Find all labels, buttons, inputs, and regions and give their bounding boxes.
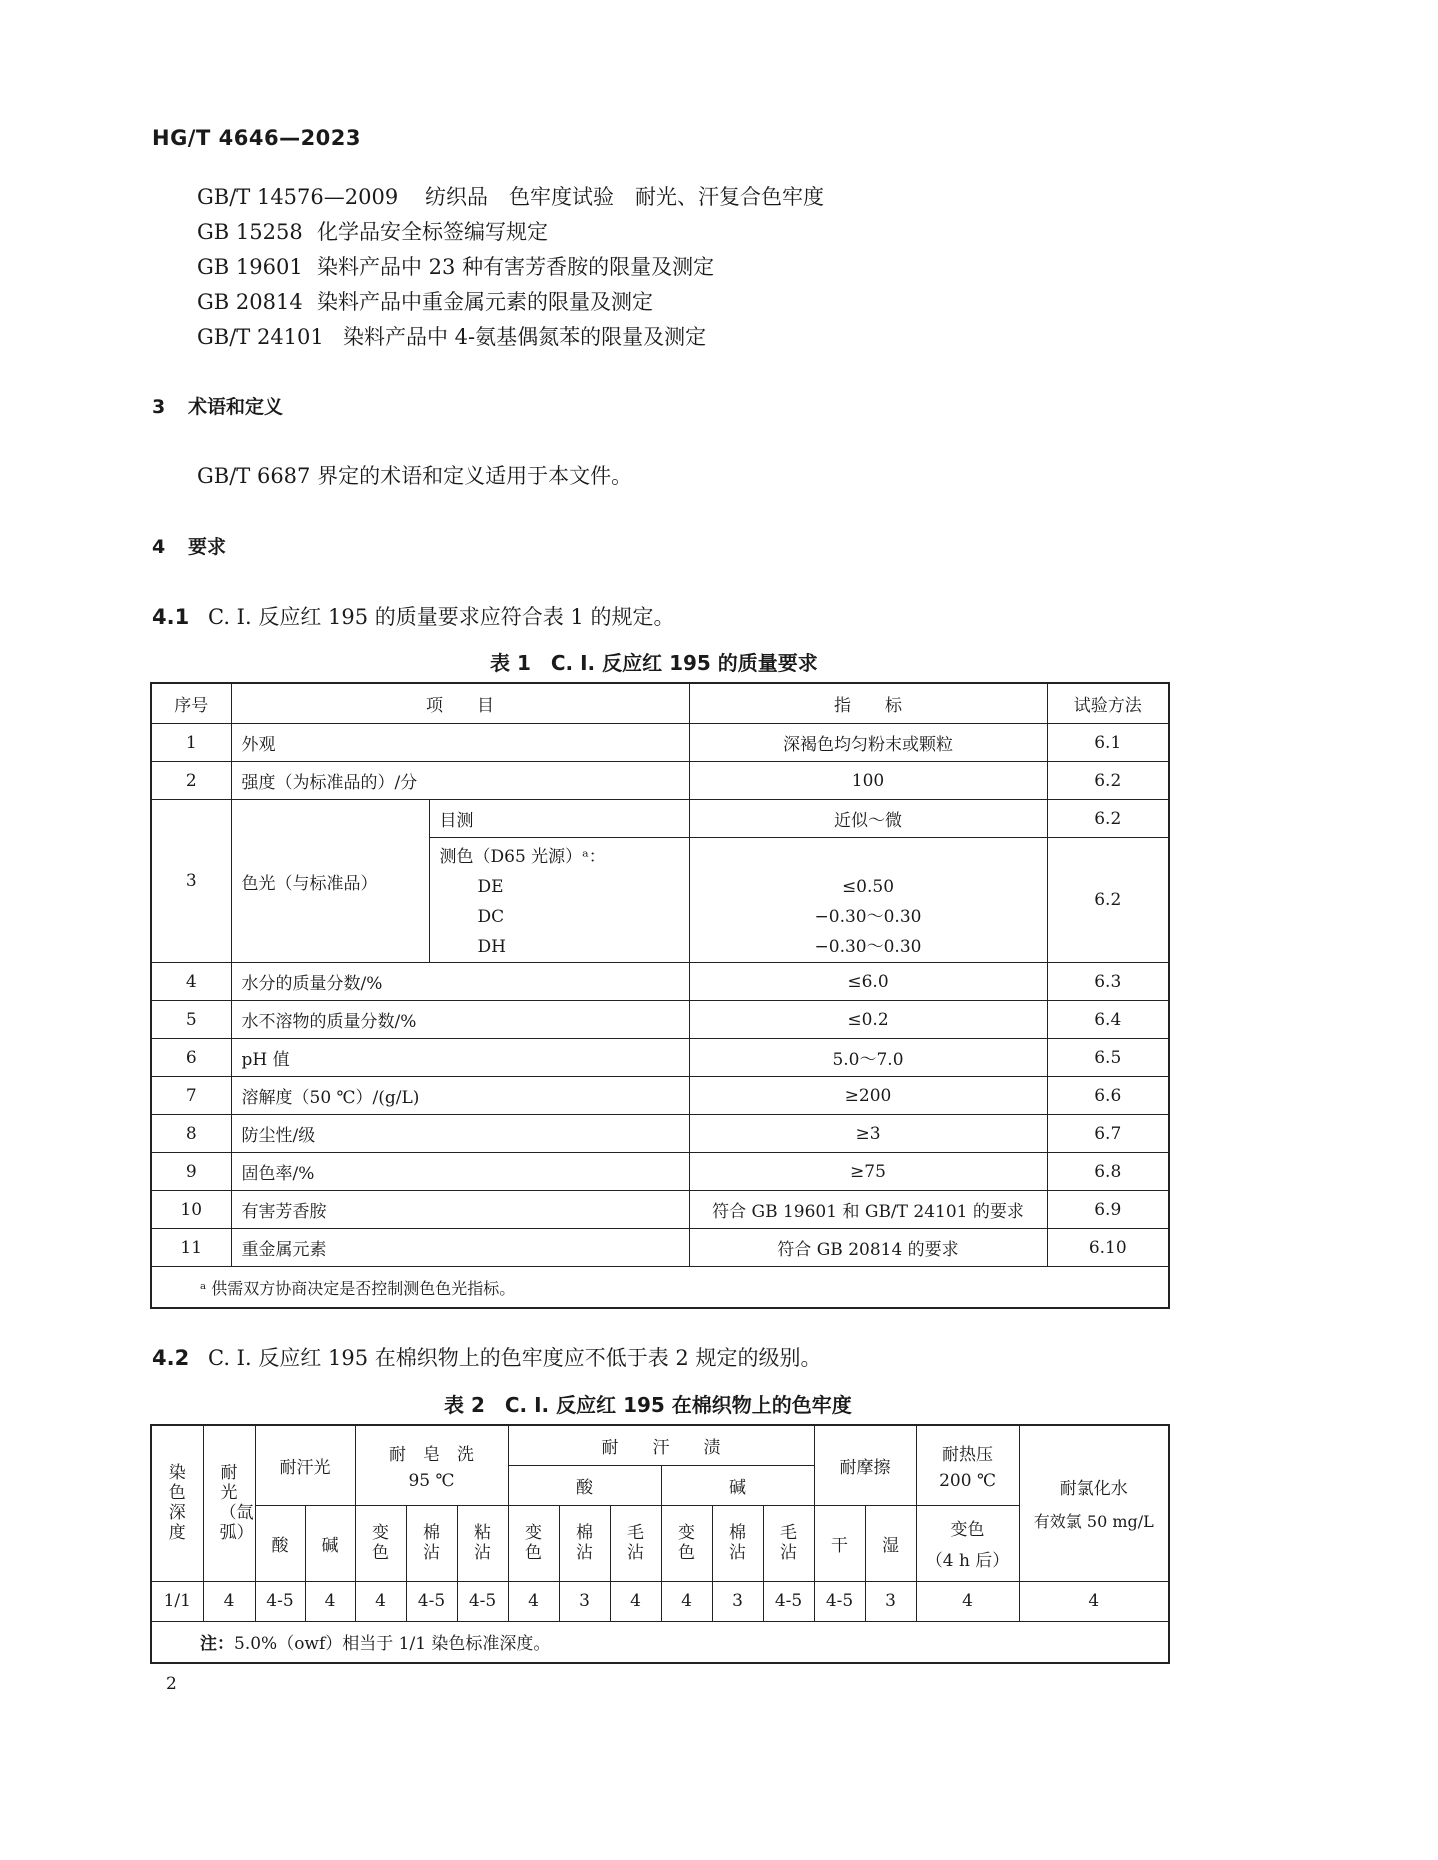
- header-stain-cotton: 棉沾: [559, 1505, 610, 1581]
- cell-soap-cotton: 4-5: [406, 1581, 457, 1621]
- row-no: 10: [151, 1191, 231, 1229]
- row-item: 外观: [231, 724, 689, 762]
- header-light-sweat: 耐汗光: [255, 1425, 355, 1505]
- table-header-row: [151, 683, 1169, 724]
- row-method: 6.9: [1047, 1191, 1169, 1229]
- reference-item: [197, 216, 548, 246]
- row-item: 水不溶物的质量分数/%: [231, 1001, 689, 1039]
- table-footnote-row: [151, 1267, 1169, 1309]
- table-row: [151, 762, 1169, 800]
- dc-label: DC: [477, 907, 505, 927]
- cell-alk-wool: 4-5: [763, 1581, 814, 1621]
- header-ls-acid: 酸: [255, 1505, 305, 1581]
- row-value: 符合 GB 19601 和 GB/T 24101 的要求: [689, 1191, 1047, 1229]
- cell-alk-change: 4: [661, 1581, 712, 1621]
- header-depth: 染色深度: [151, 1425, 203, 1581]
- table-row: [151, 1077, 1169, 1115]
- dc-value: −0.30～0.30: [814, 907, 922, 927]
- section-4-heading: [152, 532, 226, 559]
- cell-ls-acid: 4-5: [255, 1581, 305, 1621]
- row-no: 11: [151, 1229, 231, 1267]
- header-index: 指 标: [689, 683, 1047, 724]
- hot-press-label: 耐热压: [942, 1444, 994, 1465]
- instrument-label: 测色（D65 光源）ᵃ：: [439, 847, 606, 867]
- table-row: [151, 724, 1169, 762]
- de-value: ≤0.50: [841, 877, 895, 897]
- reference-title: 染料产品中 23 种有害芳香胺的限量及测定: [317, 255, 715, 279]
- row-method: 6.2: [1047, 762, 1169, 800]
- hp-time: （4 h 后）: [925, 1551, 1010, 1571]
- table-1-footnote: ᵃ 供需双方协商决定是否控制测色色光指标。: [151, 1267, 1169, 1309]
- chlorine-sub: 有效氯 50 mg/L: [1033, 1512, 1154, 1532]
- reference-item: [197, 251, 714, 281]
- soap-temp: 95 ℃: [408, 1470, 455, 1491]
- row-method: 6.2: [1047, 800, 1169, 838]
- header-hp-change: [916, 1505, 1019, 1581]
- visual-label: 目测: [429, 800, 689, 838]
- row-no: 5: [151, 1001, 231, 1039]
- row-value: 100: [689, 762, 1047, 800]
- chlorine-label: 耐氯化水: [1059, 1479, 1128, 1500]
- reference-title: 纺织品 色牢度试验 耐光、汗复合色牢度: [425, 185, 824, 209]
- cell-depth: 1/1: [151, 1581, 203, 1621]
- table-1-caption: 表 1 C. I. 反应红 195 的质量要求: [490, 651, 818, 675]
- note-label: 注：: [200, 1634, 234, 1654]
- header-stain-cotton: 棉沾: [712, 1505, 763, 1581]
- table-row: [151, 1001, 1169, 1039]
- table-row: [151, 1581, 1169, 1621]
- clause-text: C. I. 反应红 195 的质量要求应符合表 1 的规定。: [208, 605, 675, 629]
- header-perspiration: 耐 汗 渍: [508, 1425, 814, 1465]
- de-label: DE: [477, 877, 504, 897]
- reference-item: [197, 181, 824, 211]
- table-row: [151, 800, 1169, 838]
- row-no: 1: [151, 724, 231, 762]
- table-row: [151, 1191, 1169, 1229]
- row-no: 4: [151, 963, 231, 1001]
- cell-acid-change: 4: [508, 1581, 559, 1621]
- table-row: [151, 1153, 1169, 1191]
- row-item: 强度（为标准品的）/分: [231, 762, 689, 800]
- row-no: 7: [151, 1077, 231, 1115]
- row-value: 符合 GB 20814 的要求: [689, 1229, 1047, 1267]
- cell-soap-viscose: 4-5: [457, 1581, 508, 1621]
- row-item: 有害芳香胺: [231, 1191, 689, 1229]
- header-method: 试验方法: [1047, 683, 1169, 724]
- section-number: 3: [152, 396, 166, 418]
- row-method: 6.2: [1047, 838, 1169, 963]
- header-soap: [355, 1425, 508, 1505]
- visual-value: 近似～微: [689, 800, 1047, 838]
- header-stain-viscose: 粘沾: [457, 1505, 508, 1581]
- header-row-1: [151, 1425, 1169, 1465]
- reference-item: [197, 321, 706, 351]
- cell-acid-wool: 4: [610, 1581, 661, 1621]
- row-item: 色光（与标准品）: [231, 800, 429, 963]
- row-no: 2: [151, 762, 231, 800]
- row-no: 3: [151, 800, 231, 963]
- table-row: [151, 1115, 1169, 1153]
- cell-wet: 3: [865, 1581, 916, 1621]
- header-hot-press: [916, 1425, 1019, 1505]
- table-row: [151, 1229, 1169, 1267]
- row-value: ≤0.2: [689, 1001, 1047, 1039]
- cell-light: 4: [203, 1581, 255, 1621]
- header-no: 序号: [151, 683, 231, 724]
- section-3-heading: [152, 392, 283, 419]
- row-method: 6.8: [1047, 1153, 1169, 1191]
- dh-label: DH: [477, 937, 506, 957]
- clause-number: 4.2: [152, 1346, 190, 1370]
- header-stain-cotton: 棉沾: [406, 1505, 457, 1581]
- section-title: 术语和定义: [188, 396, 284, 418]
- row-no: 6: [151, 1039, 231, 1077]
- section-title: 要求: [188, 536, 227, 558]
- clause-text: C. I. 反应红 195 在棉织物上的色牢度应不低于表 2 规定的级别。: [208, 1346, 822, 1370]
- document-code: HG/T 4646—2023: [152, 126, 362, 150]
- dh-value: −0.30～0.30: [814, 937, 922, 957]
- row-item: 重金属元素: [231, 1229, 689, 1267]
- clause-number: 4.1: [152, 605, 190, 629]
- header-change: 变色: [661, 1505, 712, 1581]
- reference-code: GB/T 24101: [197, 325, 324, 349]
- reference-title: 化学品安全标签编写规定: [317, 220, 548, 244]
- header-acid: 酸: [508, 1465, 661, 1505]
- instrument-values: [689, 838, 1047, 963]
- header-item: 项 目: [231, 683, 689, 724]
- row-item: 固色率/%: [231, 1153, 689, 1191]
- header-wet: 湿: [865, 1505, 916, 1581]
- row-value: ≥3: [689, 1115, 1047, 1153]
- hp-change-label: 变色: [950, 1520, 985, 1540]
- header-chlorine: [1019, 1425, 1169, 1581]
- header-ls-alkali: 碱: [305, 1505, 355, 1581]
- row-method: 6.5: [1047, 1039, 1169, 1077]
- table-note-row: [151, 1621, 1169, 1663]
- reference-code: GB 20814: [197, 290, 303, 314]
- row-method: 6.7: [1047, 1115, 1169, 1153]
- instrument-cell: [429, 838, 689, 963]
- row-method: 6.3: [1047, 963, 1169, 1001]
- note-text: 5.0%（owf）相当于 1/1 染色标准深度。: [234, 1634, 551, 1654]
- row-value: ≤6.0: [689, 963, 1047, 1001]
- row-value: 5.0～7.0: [689, 1039, 1047, 1077]
- table-2-note: [151, 1621, 1169, 1663]
- row-method: 6.1: [1047, 724, 1169, 762]
- section-number: 4: [152, 536, 166, 558]
- header-alkali: 碱: [661, 1465, 814, 1505]
- row-item: 溶解度（50 ℃）/(g/L): [231, 1077, 689, 1115]
- table-2-caption: 表 2 C. I. 反应红 195 在棉织物上的色牢度: [444, 1393, 852, 1417]
- header-rubbing: 耐摩擦: [814, 1425, 916, 1505]
- cell-ls-alkali: 4: [305, 1581, 355, 1621]
- reference-item: [197, 286, 653, 316]
- row-no: 9: [151, 1153, 231, 1191]
- header-change: 变色: [355, 1505, 406, 1581]
- cell-acid-cotton: 3: [559, 1581, 610, 1621]
- row-item: 水分的质量分数/%: [231, 963, 689, 1001]
- reference-code: GB 19601: [197, 255, 303, 279]
- table-row: [151, 963, 1169, 1001]
- row-item: 防尘性/级: [231, 1115, 689, 1153]
- cell-soap-change: 4: [355, 1581, 406, 1621]
- page-number: 2: [166, 1674, 177, 1694]
- cell-dry: 4-5: [814, 1581, 865, 1621]
- section-3-text: GB/T 6687 界定的术语和定义适用于本文件。: [197, 464, 633, 488]
- header-light: 耐光（氙弧）: [203, 1425, 255, 1581]
- row-value: 深褐色均匀粉末或颗粒: [689, 724, 1047, 762]
- clause-4-1: [152, 601, 674, 631]
- header-stain-wool: 毛沾: [763, 1505, 814, 1581]
- header-change: 变色: [508, 1505, 559, 1581]
- header-row-3: [151, 1505, 1169, 1581]
- clause-4-2: [152, 1342, 821, 1372]
- quality-requirements-table: [150, 682, 1170, 1309]
- soap-label: 耐 皂 洗: [389, 1444, 475, 1465]
- table-row: [151, 1039, 1169, 1077]
- cell-alk-cotton: 3: [712, 1581, 763, 1621]
- cell-hot-press: 4: [916, 1581, 1019, 1621]
- color-fastness-table: [150, 1424, 1170, 1664]
- header-stain-wool: 毛沾: [610, 1505, 661, 1581]
- hot-press-temp: 200 ℃: [939, 1470, 996, 1491]
- row-value: ≥200: [689, 1077, 1047, 1115]
- header-dry: 干: [814, 1505, 865, 1581]
- row-no: 8: [151, 1115, 231, 1153]
- row-item: pH 值: [231, 1039, 689, 1077]
- row-method: 6.6: [1047, 1077, 1169, 1115]
- row-method: 6.10: [1047, 1229, 1169, 1267]
- reference-title: 染料产品中 4-氨基偶氮苯的限量及测定: [343, 325, 707, 349]
- reference-title: 染料产品中重金属元素的限量及测定: [317, 290, 653, 314]
- row-method: 6.4: [1047, 1001, 1169, 1039]
- reference-code: GB/T 14576—2009: [197, 185, 399, 209]
- cell-chlorine: 4: [1019, 1581, 1169, 1621]
- row-value: ≥75: [689, 1153, 1047, 1191]
- reference-code: GB 15258: [197, 220, 303, 244]
